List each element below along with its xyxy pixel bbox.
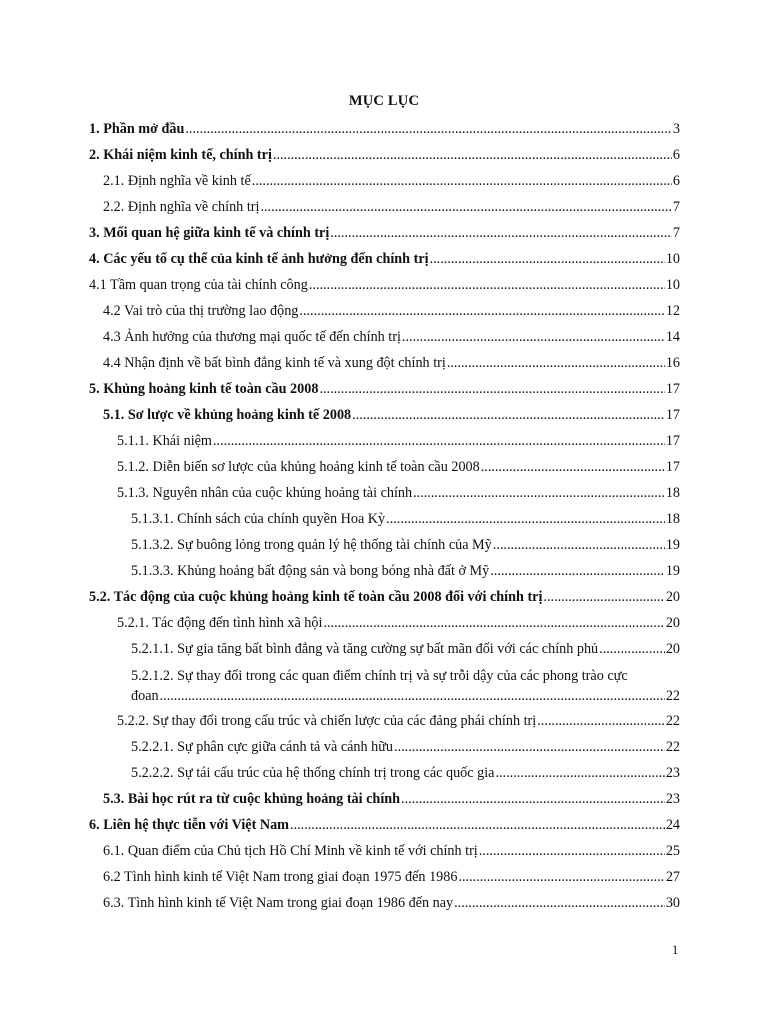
dot-leader <box>481 454 665 480</box>
toc-entry-title: 3. Mối quan hệ giữa kinh tế và chính trị <box>89 225 330 241</box>
toc-entry-page: 14 <box>665 329 680 345</box>
dot-leader <box>495 760 664 786</box>
toc-entry-page: 17 <box>665 459 680 475</box>
dot-leader <box>185 116 672 142</box>
toc-entry-page: 23 <box>665 791 680 807</box>
dot-leader <box>160 686 665 706</box>
toc-entry-page: 23 <box>665 765 680 781</box>
toc-entry-page: 17 <box>665 381 680 397</box>
toc-entry[interactable] <box>89 786 680 812</box>
dot-leader <box>260 194 671 220</box>
dot-leader <box>458 864 664 890</box>
toc-entry-title: 5.2.1. Tác động đến tình hình xã hội <box>117 615 323 631</box>
toc-entry[interactable] <box>89 376 680 402</box>
dot-leader <box>386 506 665 532</box>
toc-entry-title: 5.2.2. Sự thay đổi trong cấu trúc và chiến lược của các đảng phái chính trị <box>117 713 537 729</box>
toc-entry[interactable] <box>89 506 680 532</box>
toc-entry[interactable] <box>89 610 680 636</box>
toc-entry-page: 22 <box>665 713 680 729</box>
toc-entry[interactable] <box>89 708 680 734</box>
toc-entry[interactable] <box>89 532 680 558</box>
dot-leader <box>394 734 665 760</box>
toc-entry-page: 12 <box>665 303 680 319</box>
toc-entry-page: 22 <box>665 739 680 755</box>
toc-entry[interactable] <box>89 890 680 916</box>
toc-entry[interactable] <box>89 760 680 786</box>
toc-entry[interactable] <box>89 454 680 480</box>
toc-entry[interactable] <box>89 584 680 610</box>
toc-entry[interactable] <box>89 812 680 838</box>
toc-entry-title: 5.2.2.2. Sự tái cấu trúc của hệ thống chính trị trong các quốc gia <box>131 765 495 781</box>
toc-entry[interactable] <box>89 194 680 220</box>
toc-entry-title-continued: đoan <box>131 688 159 704</box>
toc-entry[interactable] <box>89 350 680 376</box>
toc-entry-title: 5.2.2.1. Sự phân cực giữa cánh tả và cánh hữu <box>131 739 394 755</box>
toc-entry[interactable] <box>89 272 680 298</box>
toc-entry-page: 25 <box>665 843 680 859</box>
toc-entry-title: 2. Khái niệm kinh tế, chính trị <box>89 147 272 163</box>
toc-entry-page: 24 <box>665 817 680 833</box>
toc-entry-title: 5.1.1. Khái niệm <box>117 433 212 449</box>
dot-leader <box>330 220 672 246</box>
toc-entry-page: 27 <box>665 869 680 885</box>
toc-entry-title: 5.1. Sơ lược về khủng hoảng kinh tế 2008 <box>103 407 352 423</box>
toc-entry-title: 4.4 Nhận định về bất bình đẳng kinh tế và xung đột chính trị <box>103 355 446 371</box>
toc-entry-title: 5.2. Tác động của cuộc khủng hoảng kinh tế toàn cầu 2008 đối với chính trị <box>89 589 543 605</box>
dot-leader <box>352 402 665 428</box>
toc-entry-title: 6.2 Tình hình kinh tế Việt Nam trong giai đoạn 1975 đến 1986 <box>103 869 458 885</box>
toc-entry-title: 5.1.3.2. Sự buông lỏng trong quản lý hệ thống tài chính của Mỹ <box>131 537 492 553</box>
toc-entry-page: 20 <box>665 615 680 631</box>
dot-leader <box>543 584 664 610</box>
toc-entry-page: 20 <box>665 641 680 657</box>
toc-entry-page: 22 <box>665 688 680 704</box>
toc-entry-title: 5. Khủng hoảng kinh tế toàn cầu 2008 <box>89 381 319 397</box>
dot-leader <box>299 298 664 324</box>
toc-entry-title: 5.2.1.1. Sự gia tăng bất bình đẳng và tăng cường sự bất mãn đối với các chính phủ <box>131 641 599 657</box>
dot-leader <box>599 636 665 662</box>
dot-leader <box>252 168 672 194</box>
toc-entry[interactable] <box>89 402 680 428</box>
toc-entry-title: 4.3 Ảnh hưởng của thương mại quốc tế đến chính trị <box>103 329 401 345</box>
toc-entry[interactable] <box>89 246 680 272</box>
toc-entry[interactable] <box>89 480 680 506</box>
dot-leader <box>479 838 665 864</box>
dot-leader <box>537 708 665 734</box>
dot-leader <box>319 376 664 402</box>
dot-leader <box>402 324 665 350</box>
toc-entry[interactable] <box>89 864 680 890</box>
toc-entry-page: 20 <box>665 589 680 605</box>
toc-entry-page: 6 <box>672 147 680 163</box>
toc-entry-title: 4.1 Tầm quan trọng của tài chính công <box>89 277 308 293</box>
toc-entry-title: 5.2.1.2. Sự thay đổi trong các quan điểm chính trị và sự trỗi dậy của các phong trào cực <box>131 668 628 684</box>
toc-entry[interactable] <box>89 116 680 142</box>
toc-entry-title: 4. Các yếu tố cụ thể của kinh tế ảnh hưởng đến chính trị <box>89 251 429 267</box>
toc-entry-title: 5.1.3.3. Khủng hoảng bất động sản và bong bóng nhà đất ở Mỹ <box>131 563 490 579</box>
toc-entry-page: 18 <box>665 511 680 527</box>
toc-entry-page: 3 <box>672 121 680 137</box>
toc-entry-title: 5.3. Bài học rút ra từ cuộc khủng hoảng tài chính <box>103 791 401 807</box>
toc-entry[interactable] <box>89 168 680 194</box>
toc-title: MỤC LỤC <box>348 93 420 109</box>
toc-entry-page: 30 <box>665 895 680 911</box>
toc-entry-page: 7 <box>672 225 680 241</box>
toc-entry[interactable] <box>89 662 680 708</box>
dot-leader <box>490 558 665 584</box>
toc-entry-page: 17 <box>665 407 680 423</box>
dot-leader <box>309 272 665 298</box>
toc-entry[interactable] <box>89 298 680 324</box>
dot-leader <box>493 532 665 558</box>
table-of-contents <box>89 116 680 916</box>
dot-leader <box>323 610 664 636</box>
toc-entry[interactable] <box>89 636 680 662</box>
toc-entry-title: 2.1. Định nghĩa về kinh tế <box>103 173 251 189</box>
toc-entry-title: 6.1. Quan điểm của Chủ tịch Hồ Chí Minh về kinh tế với chính trị <box>103 843 478 859</box>
toc-entry[interactable] <box>89 142 680 168</box>
toc-entry[interactable] <box>89 838 680 864</box>
toc-entry-page: 16 <box>665 355 680 371</box>
dot-leader <box>454 890 665 916</box>
toc-entry[interactable] <box>89 558 680 584</box>
toc-entry-title: 5.1.2. Diễn biến sơ lược của khủng hoảng kinh tế toàn cầu 2008 <box>117 459 480 475</box>
dot-leader <box>413 480 665 506</box>
page-number: 1 <box>672 943 679 957</box>
toc-entry-title: 2.2. Định nghĩa về chính trị <box>103 199 260 215</box>
dot-leader <box>401 786 665 812</box>
toc-entry-title: 6. Liên hệ thực tiễn với Việt Nam <box>89 817 290 833</box>
dot-leader <box>273 142 672 168</box>
toc-entry[interactable] <box>89 220 680 246</box>
toc-entry-page: 7 <box>672 199 680 215</box>
toc-entry-title: 1. Phần mở đầu <box>89 121 185 137</box>
toc-entry[interactable] <box>89 734 680 760</box>
dot-leader <box>447 350 665 376</box>
toc-entry[interactable] <box>89 428 680 454</box>
toc-entry-page: 19 <box>665 537 680 553</box>
toc-entry-title: 6.3. Tình hình kinh tế Việt Nam trong giai đoạn 1986 đến nay <box>103 895 454 911</box>
toc-entry[interactable] <box>89 324 680 350</box>
toc-entry-page: 18 <box>665 485 680 501</box>
dot-leader <box>290 812 665 838</box>
toc-entry-title: 5.1.3.1. Chính sách của chính quyền Hoa Kỳ <box>131 511 386 527</box>
dot-leader <box>213 428 665 454</box>
toc-entry-page: 10 <box>665 277 680 293</box>
toc-entry-page: 17 <box>665 433 680 449</box>
toc-entry-page: 6 <box>672 173 680 189</box>
dot-leader <box>430 246 665 272</box>
toc-entry-page: 10 <box>665 251 680 267</box>
toc-entry-title: 4.2 Vai trò của thị trường lao động <box>103 303 299 319</box>
toc-entry-title: 5.1.3. Nguyên nhân của cuộc khủng hoảng tài chính <box>117 485 413 501</box>
toc-entry-page: 19 <box>665 563 680 579</box>
